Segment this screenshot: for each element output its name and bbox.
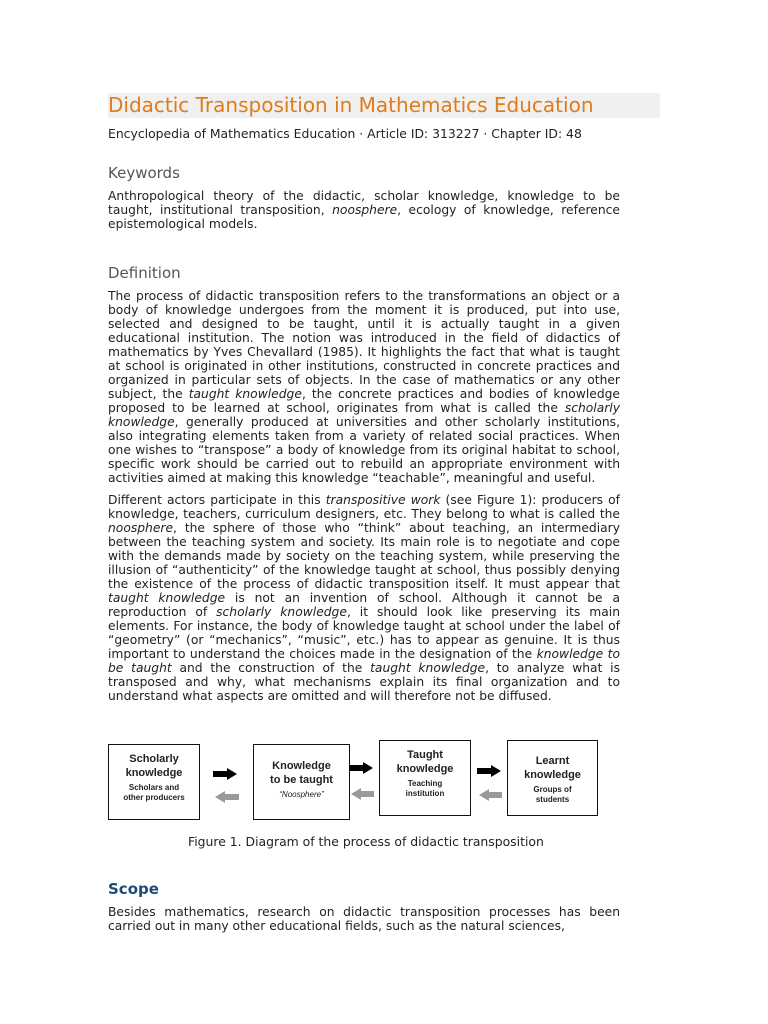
text-line: subject, the taught knowledge, the concrete practices and bodies of knowledge [108,387,620,401]
text-line: understand what aspects are omitted and will therefore not be diffused. [108,689,552,703]
text-line: knowledge, teachers, curriculum designers, etc. They belong to what is called the [108,507,620,521]
box-subtitle: Groups of [533,785,572,794]
box-subtitle: Teaching [407,779,443,788]
text-line: be taught and the construction of the taught knowledge, to analyze what is [108,661,620,675]
keywords-heading: Keywords [108,164,180,182]
arrow-back-2 [351,788,374,800]
text-line: with the demands made by society on the teaching system, while preserving the [108,549,620,563]
text-line: taught knowledge is not an invention of school. Although it cannot be a [108,591,620,605]
arrow-back-3 [479,789,502,801]
text-line: specific work should be carried out to rebuild an appropriate environment with [108,457,620,471]
diagram-arrows [108,740,598,820]
arrow-forward-3 [477,765,501,777]
box-title: Knowledge [272,760,331,772]
box-title: knowledge [396,763,454,775]
text-line: The process of didactic transposition refers to the transformations an object or a [108,289,620,303]
text-line: “geometry” (or “mechanics”, “music”, etc.) has to appear as genuine. It is thus [108,633,620,647]
transposition-diagram [108,740,598,820]
box-title: to be taught [270,774,333,786]
keywords-text [108,189,620,231]
text-line: carried out in many other educational fields, such as the natural sciences, [108,919,565,933]
text-line: illusion of “authenticity” of the knowledge taught at school, thus possibly denying [108,563,620,577]
text-line: knowledge, generally produced at universities and other scholarly institutions, [108,415,620,429]
box-title: Taught [407,749,443,761]
text-line: Different actors participate in this transpositive work (see Figure 1): producers of [108,493,620,507]
text-line: taught, institutional transposition, noosphere, ecology of knowledge, reference [108,203,620,217]
text-line: noosphere, the sphere of those who “think” about teaching, an intermediary [108,521,620,535]
box-title: Scholarly [129,753,179,765]
figure-caption: Figure 1. Diagram of the process of didactic transposition [188,834,544,849]
text-line: between the teaching system and society. Its main role is to negotiate and cope [108,535,620,549]
text-line: transposed and why, what mechanisms explain its final organization and to [108,675,620,689]
text-line: epistemological models. [108,217,258,231]
definition-heading: Definition [108,264,181,282]
article-subtitle: Encyclopedia of Mathematics Education · Article ID: 313227 · Chapter ID: 48 [108,126,582,141]
text-line: body of knowledge undergoes from the moment it is produced, put into use, [108,303,620,317]
text-line: elements. For instance, the body of knowledge taught at school under the label of [108,619,620,633]
scope-text [108,905,620,933]
text-line: selected and designed to be taught, until it is actually taught in a given [108,317,620,331]
arrow-back-1 [215,791,239,803]
text-line: proposed to be learned at school, originates from what is called the scholarly [108,401,620,415]
text-line: mathematics by Yves Chevallard (1985). It highlights the fact that what is taught [108,345,620,359]
text-line: one wishes to “transpose” a body of knowledge from its original habitat to school, [108,443,620,457]
text-line: also integrating elements taken from a variety of related social practices. When [108,429,620,443]
definition-paragraph-1 [108,289,620,485]
text-line: Anthropological theory of the didactic, scholar knowledge, knowledge to be [108,189,620,203]
box-subtitle: institution [405,789,445,798]
box-subtitle: Scholars and [128,783,180,792]
text-line: activities aimed at making this knowledge “teachable”, meaningful and useful. [108,471,596,485]
text-line: Besides mathematics, research on didactic transposition processes has been [108,905,620,919]
article-title: Didactic Transposition in Mathematics Education [108,93,660,118]
box-title: knowledge [125,767,183,779]
scope-heading: Scope [108,880,159,898]
text-line: at school is originated in other institutions, constructed in concrete practices and [108,359,620,373]
arrow-forward-2 [349,762,373,774]
box-title: knowledge [524,769,581,781]
definition-paragraph-2 [108,493,620,703]
text-line: reproduction of scholarly knowledge, it should look like preserving its main [108,605,620,619]
box-subtitle: other producers [123,793,185,802]
text-line: educational institution. The notion was introduced in the field of didactics of [108,331,620,345]
text-line: organized in particular sets of objects. In the case of mathematics or any other [108,373,620,387]
text-line: the existence of the process of didactic transposition itself. It must appear that [108,577,620,591]
box-subtitle: “Noosphere” [279,790,324,799]
arrow-forward-1 [213,768,237,780]
box-subtitle: students [535,795,570,804]
box-title: Learnt [535,755,570,767]
text-line: important to understand the choices made in the designation of the knowledge to [108,647,620,661]
